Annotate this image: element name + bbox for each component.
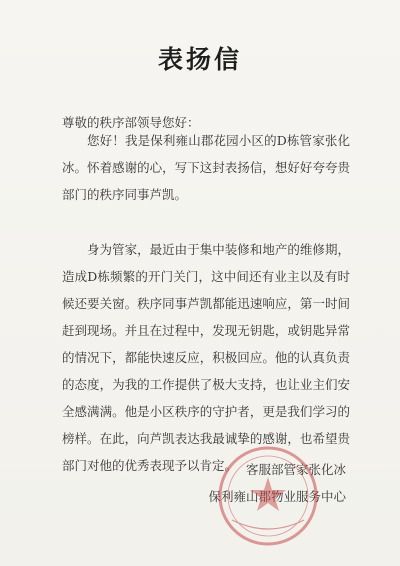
signature-organization: 保利雍山郡物业服务中心 [208,489,346,504]
salutation: 尊敬的秩序部领导您好： [62,115,200,130]
paragraph-body: 身为管家，最近由于集中装修和地产的维修期，造成D栋频繁的开门关门，这中间还有业主以及有时候还要关窗。秩序同事芦凯都能迅速响应，第一时间赶到现场。并且在过程中，发现无钥匙，或钥匙异常的情况下，都能快速反应，积极回应。他的认真负责的态度，为我的工作提供了极大支持，也让业主们安全感满满。他是小区秩序的守护者，更是我们学习的榜样。在此，向芦凯表达我最诚挚的感谢，也希望贵部门对他的优秀表现予以肯定。 [62,242,350,473]
paragraph-intro: 您好！我是保利雍山郡花园小区的D栋管家张化冰。怀着感谢的心，写下这封表扬信，想好好夸夸贵部门的秩序同事芦凯。 [62,133,350,202]
signature-name: 客服部管家张化冰 [245,462,346,477]
letter-title: 表扬信 [157,45,242,74]
